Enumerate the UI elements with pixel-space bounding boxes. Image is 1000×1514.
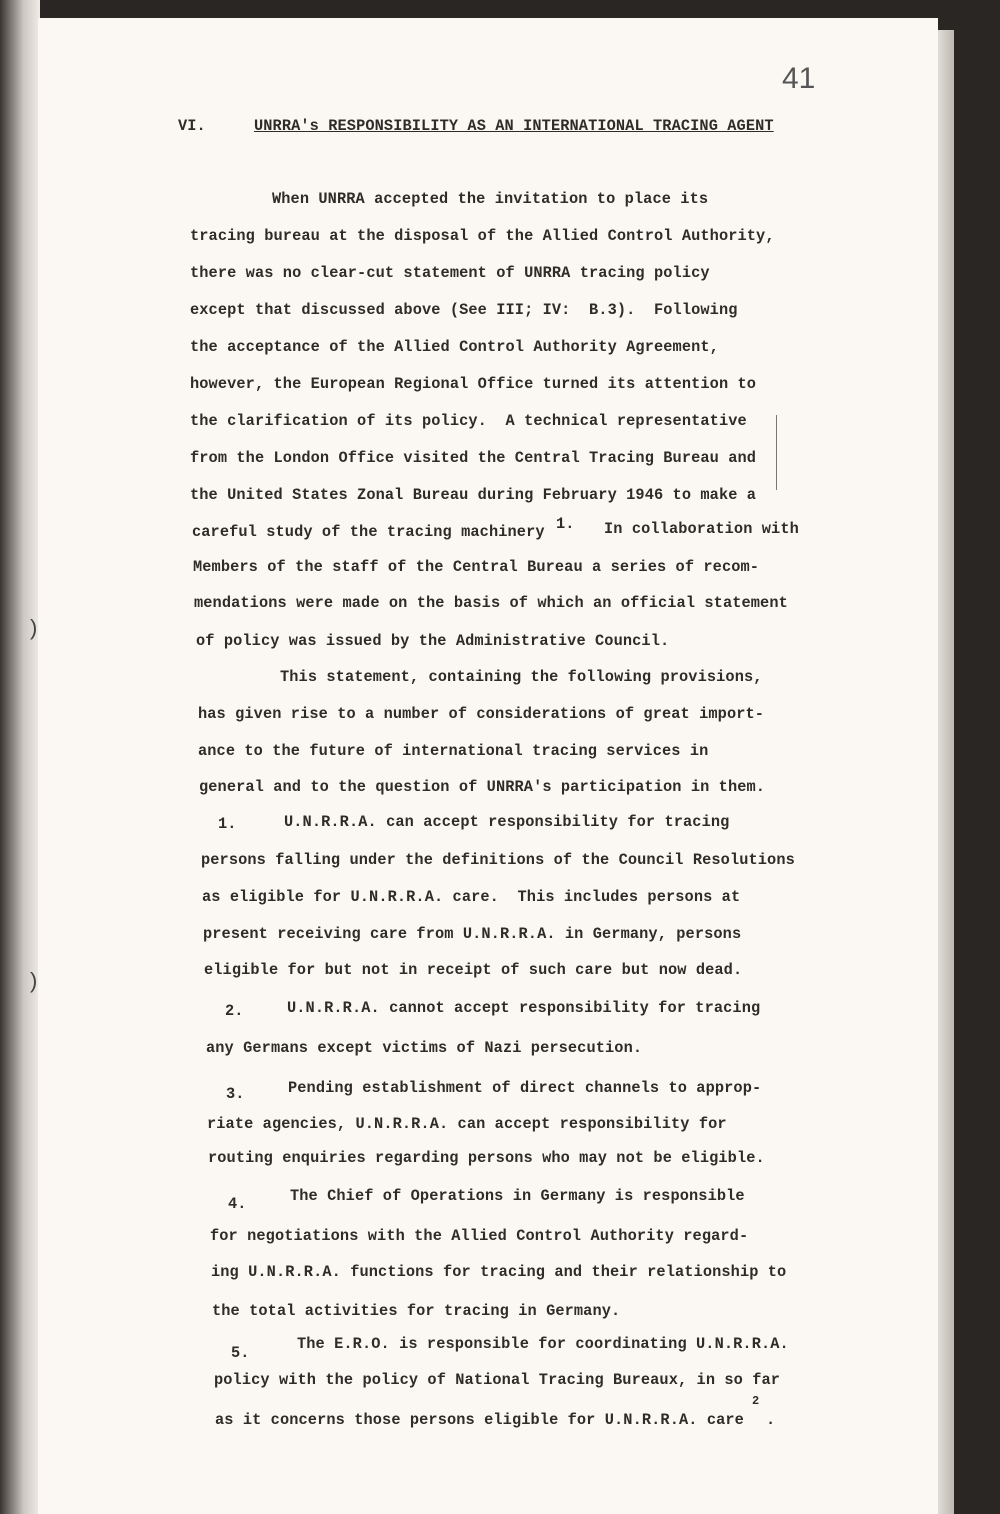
text-line: tracing bureau at the disposal of the Allied Control Authority, <box>190 227 775 245</box>
text-line: ance to the future of international tracing services in <box>198 742 709 760</box>
heading-number: VI. <box>178 117 206 135</box>
text-line: persons falling under the definitions of the Council Resolutions <box>201 851 795 869</box>
provision-number: 2. <box>225 1002 244 1020</box>
text-line: routing enquiries regarding persons who may not be eligible. <box>208 1149 765 1167</box>
text-line: U.N.R.R.A. cannot accept responsibility for tracing <box>287 999 761 1017</box>
text-line: the acceptance of the Allied Control Authority Agreement, <box>190 338 719 356</box>
text-line: This statement, containing the following provisions, <box>280 668 763 686</box>
binding-spine <box>0 0 40 1514</box>
text-line: When UNRRA accepted the invitation to place its <box>272 190 709 208</box>
text-line: of policy was issued by the Administrative Council. <box>196 632 670 650</box>
text-line: the United States Zonal Bureau during February 1946 to make a <box>190 486 757 504</box>
footnote-ref: 2 <box>752 1394 760 1408</box>
text-line: ing U.N.R.R.A. functions for tracing and their relationship to <box>211 1263 787 1281</box>
footnote-ref: 1. <box>556 515 575 533</box>
text-line: The Chief of Operations in Germany is responsible <box>290 1187 745 1205</box>
text-line: U.N.R.R.A. can accept responsibility for tracing <box>284 813 730 831</box>
text-line: mendations were made on the basis of which an official statement <box>194 594 788 612</box>
text-line: for negotiations with the Allied Control Authority regard- <box>210 1227 749 1245</box>
heading-title: UNRRA's RESPONSIBILITY AS AN INTERNATIONAL TRACING AGENT <box>254 117 774 135</box>
text-line: careful study of the tracing machinery <box>192 523 545 541</box>
page-number: 41 <box>782 62 816 95</box>
text-line: policy with the policy of National Tracing Bureaux, in so far <box>214 1371 781 1389</box>
margin-line <box>776 415 777 490</box>
text-line: eligible for but not in receipt of such care but now dead. <box>204 961 743 979</box>
text-line: as it concerns those persons eligible for U.N.R.R.A. care <box>215 1411 744 1429</box>
provision-number: 3. <box>226 1085 245 1103</box>
text-line: In collaboration with <box>604 520 799 538</box>
text-line: . <box>766 1411 776 1429</box>
text-line: has given rise to a number of considerations of great import- <box>198 705 765 723</box>
text-line: present receiving care from U.N.R.R.A. in Germany, persons <box>203 925 742 943</box>
text-line: except that discussed above (See III; IV: B.3). Following <box>190 301 738 319</box>
text-line: Members of the staff of the Central Bureau a series of recom- <box>193 558 760 576</box>
provision-number: 4. <box>228 1195 247 1213</box>
text-line: general and to the question of UNRRA's participation in them. <box>199 778 766 796</box>
text-line: The E.R.O. is responsible for coordinating U.N.R.R.A. <box>297 1335 789 1353</box>
text-line: as eligible for U.N.R.R.A. care. This includes persons at <box>202 888 741 906</box>
binding-hole-mark: ) <box>30 968 38 993</box>
text-line: the clarification of its policy. A technical representative <box>190 412 747 430</box>
provision-number: 5. <box>231 1344 250 1362</box>
text-line: however, the European Regional Office turned its attention to <box>190 375 757 393</box>
binding-hole-mark: ) <box>30 615 38 640</box>
text-line: riate agencies, U.N.R.R.A. can accept responsibility for <box>207 1115 727 1133</box>
text-line: Pending establishment of direct channels to approp- <box>288 1079 762 1097</box>
text-line: from the London Office visited the Central Tracing Bureau and <box>190 449 757 467</box>
text-line: the total activities for tracing in Germany. <box>212 1302 621 1320</box>
text-line: any Germans except victims of Nazi persecution. <box>206 1039 643 1057</box>
text-line: there was no clear-cut statement of UNRRA tracing policy <box>190 264 710 282</box>
provision-number: 1. <box>218 815 237 833</box>
